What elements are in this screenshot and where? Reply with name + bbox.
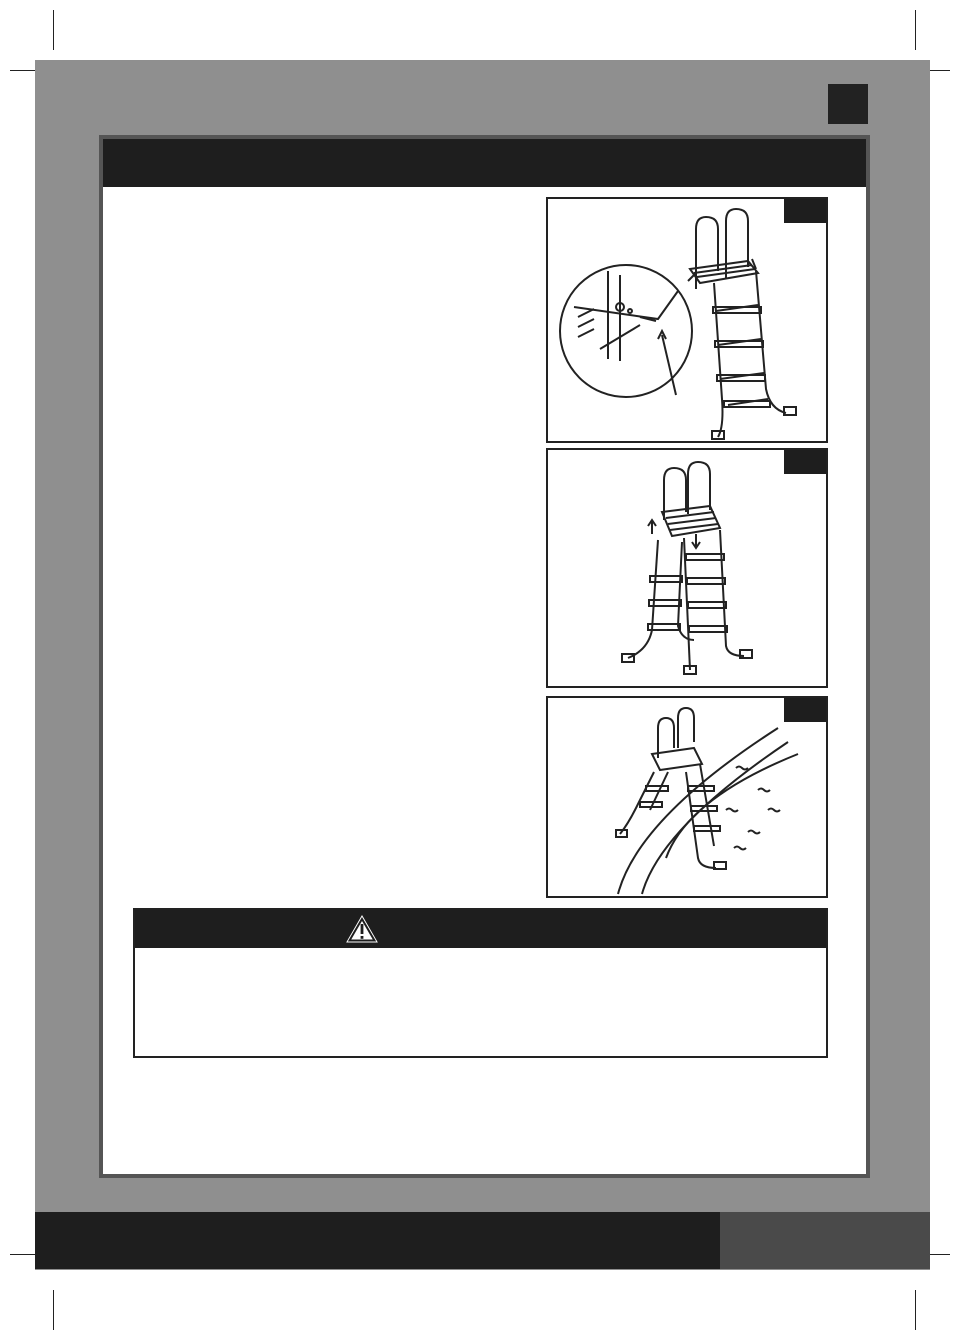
- ladder-attach-illustration: [548, 199, 828, 443]
- figure-ladder-in-pool: [546, 696, 828, 898]
- crop-mark: [915, 10, 916, 50]
- warning-header-bar: [135, 910, 826, 948]
- footer-tab: [720, 1212, 930, 1269]
- crop-mark: [915, 1290, 916, 1330]
- warning-triangle-icon: [345, 914, 379, 944]
- crop-mark: [53, 1290, 54, 1330]
- figure-ladder-assembly: [546, 448, 828, 688]
- section-header-bar: [103, 139, 866, 187]
- figure-ladder-attach: [546, 197, 828, 443]
- page-number-badge: [828, 84, 868, 124]
- crop-mark: [53, 10, 54, 50]
- ladder-in-pool-illustration: [548, 698, 828, 898]
- warning-box: [133, 908, 828, 1058]
- footer-bar: [35, 1212, 720, 1269]
- ladder-assembly-illustration: [548, 450, 828, 688]
